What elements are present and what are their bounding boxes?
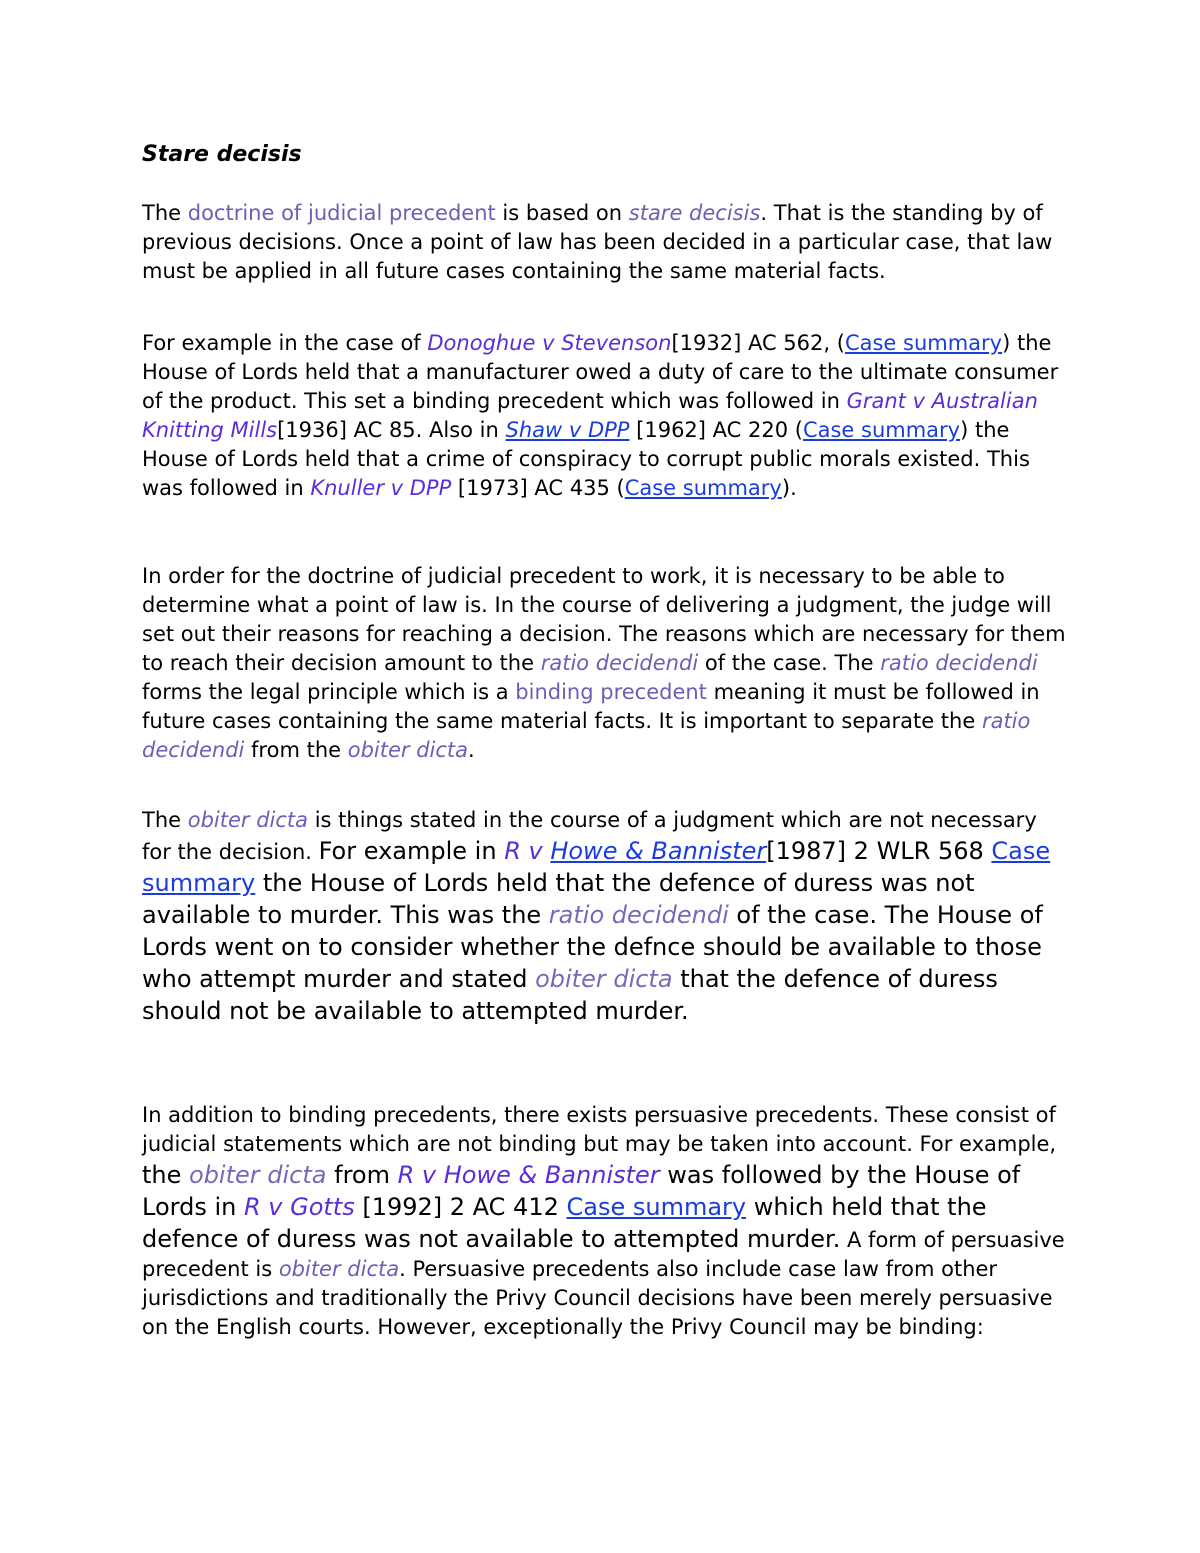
text: [1973] AC 435 ( <box>451 476 625 500</box>
text: In addition to binding precedents, there exists persuasive precedents. These consist of judicial statements which are not binding but may be taken into account. For example, <box>142 1103 1057 1156</box>
text: [1987] 2 WLR 568 <box>766 837 992 865</box>
text: the <box>142 1161 190 1189</box>
case-summary-link[interactable]: Case summary <box>566 1193 747 1221</box>
case-summary-link[interactable]: Case summary <box>142 837 1051 897</box>
case-grant-v-australian-knitting-mills: Grant v Australian Knitting Mills <box>142 389 1038 442</box>
case-shaw-v-dpp-link[interactable]: Shaw v DPP <box>505 418 630 442</box>
text: which held that the defence of duress was not available to attempted murder. <box>142 1193 987 1253</box>
text: ) the House of Lords held that a crime of conspiracy to corrupt public morals existed. This was followed in <box>142 418 1030 500</box>
text: the House of Lords held that the defence of duress was not available to murder. This was the <box>142 869 975 929</box>
paragraph-obiter-dicta <box>142 806 1072 1027</box>
text: is based on <box>495 201 629 225</box>
term-doctrine-of-judicial-precedent: doctrine of judicial precedent <box>187 201 496 225</box>
text: from <box>326 1161 398 1189</box>
term-ratio-decidendi: ratio decidendi <box>880 651 1038 675</box>
case-knuller-v-dpp: Knuller v DPP <box>310 476 452 500</box>
text: . That is the standing by of previous decisions. Once a point of law has been decided in a particular case, that law must be applied in all future cases containing the same material facts. <box>142 201 1053 283</box>
text: . <box>468 738 475 762</box>
text: was followed by the House of Lords in <box>142 1161 1021 1221</box>
text: The <box>142 201 188 225</box>
text: of the case. The <box>698 651 881 675</box>
text: For example in the case of <box>142 331 428 355</box>
text: A form of persuasive precedent is <box>142 1228 1065 1281</box>
term-ratio-decidendi: ratio decidendi <box>142 709 1031 762</box>
text: [1962] AC 220 ( <box>629 418 803 442</box>
text: In order for the doctrine of judicial precedent to work, it is necessary to be able to determine what a point of law is. In the course of delivering a judgment, the judge will set out their reasons for reaching a decision. The reasons which are necessary for them to reach their decision amount to the <box>142 564 1066 675</box>
paragraph-persuasive-precedents <box>142 1101 1072 1342</box>
heading-stare-decisis: Stare decisis <box>142 142 302 167</box>
case-summary-link[interactable]: Case summary <box>802 418 961 442</box>
text: from the <box>244 738 348 762</box>
term-obiter-dicta: obiter dicta <box>278 1257 400 1281</box>
paragraph-example <box>142 329 1072 503</box>
text: The <box>142 808 188 832</box>
paragraph-ratio-decidendi <box>142 562 1072 765</box>
term-binding-precedent: binding precedent <box>515 680 707 704</box>
text: that the defence of duress should not be available to attempted murder. <box>142 965 998 1025</box>
term-obiter-dicta: obiter dicta <box>535 965 673 993</box>
text: forms the legal principle which is a <box>142 680 516 704</box>
case-howe-bannister-link[interactable]: Howe & Bannister <box>550 837 767 865</box>
text: of the case. The House of Lords went on to consider whether the defnce should be available to those who attempt murder and stated <box>142 901 1043 993</box>
term-obiter-dicta: obiter dicta <box>347 738 469 762</box>
term-ratio-decidendi: ratio decidendi <box>540 651 699 675</box>
case-donoghue-v-stevenson: Donoghue v Stevenson <box>427 331 672 355</box>
case-r-v-gotts: R v Gotts <box>243 1193 355 1221</box>
text: . Persuasive precedents also include case law from other jurisdictions and traditionally the Privy Council decisions have been merely persuasive on the English courts. However, exceptionally the Privy Council may be binding: <box>142 1257 1053 1339</box>
paragraph-doctrine <box>142 199 1072 286</box>
text: [1932] AC 562, ( <box>671 331 845 355</box>
case-r-v: R v <box>504 837 551 865</box>
text: meaning it must be followed in future cases containing the same material facts. It is important to separate the <box>142 680 1040 733</box>
case-summary-link[interactable]: Case summary <box>844 331 1003 355</box>
text: For example in <box>318 837 505 865</box>
term-stare-decisis: stare decisis <box>628 201 761 225</box>
term-obiter-dicta: obiter dicta <box>187 808 309 832</box>
text: is things stated in the course of a judgment which are not necessary for the decision. <box>142 808 1037 864</box>
term-obiter-dicta: obiter dicta <box>189 1161 327 1189</box>
case-summary-link[interactable]: Case summary <box>624 476 782 500</box>
term-ratio-decidendi: ratio decidendi <box>548 901 729 929</box>
text: [1992] 2 AC 412 <box>354 1193 567 1221</box>
case-r-v-howe-bannister: R v Howe & Bannister <box>397 1161 660 1189</box>
text: ). <box>781 476 797 500</box>
text: ) the House of Lords held that a manufacturer owed a duty of care to the ultimate consumer of the product. This set a binding precedent which was followed in <box>142 331 1059 413</box>
text: [1936] AC 85. Also in <box>277 418 506 442</box>
